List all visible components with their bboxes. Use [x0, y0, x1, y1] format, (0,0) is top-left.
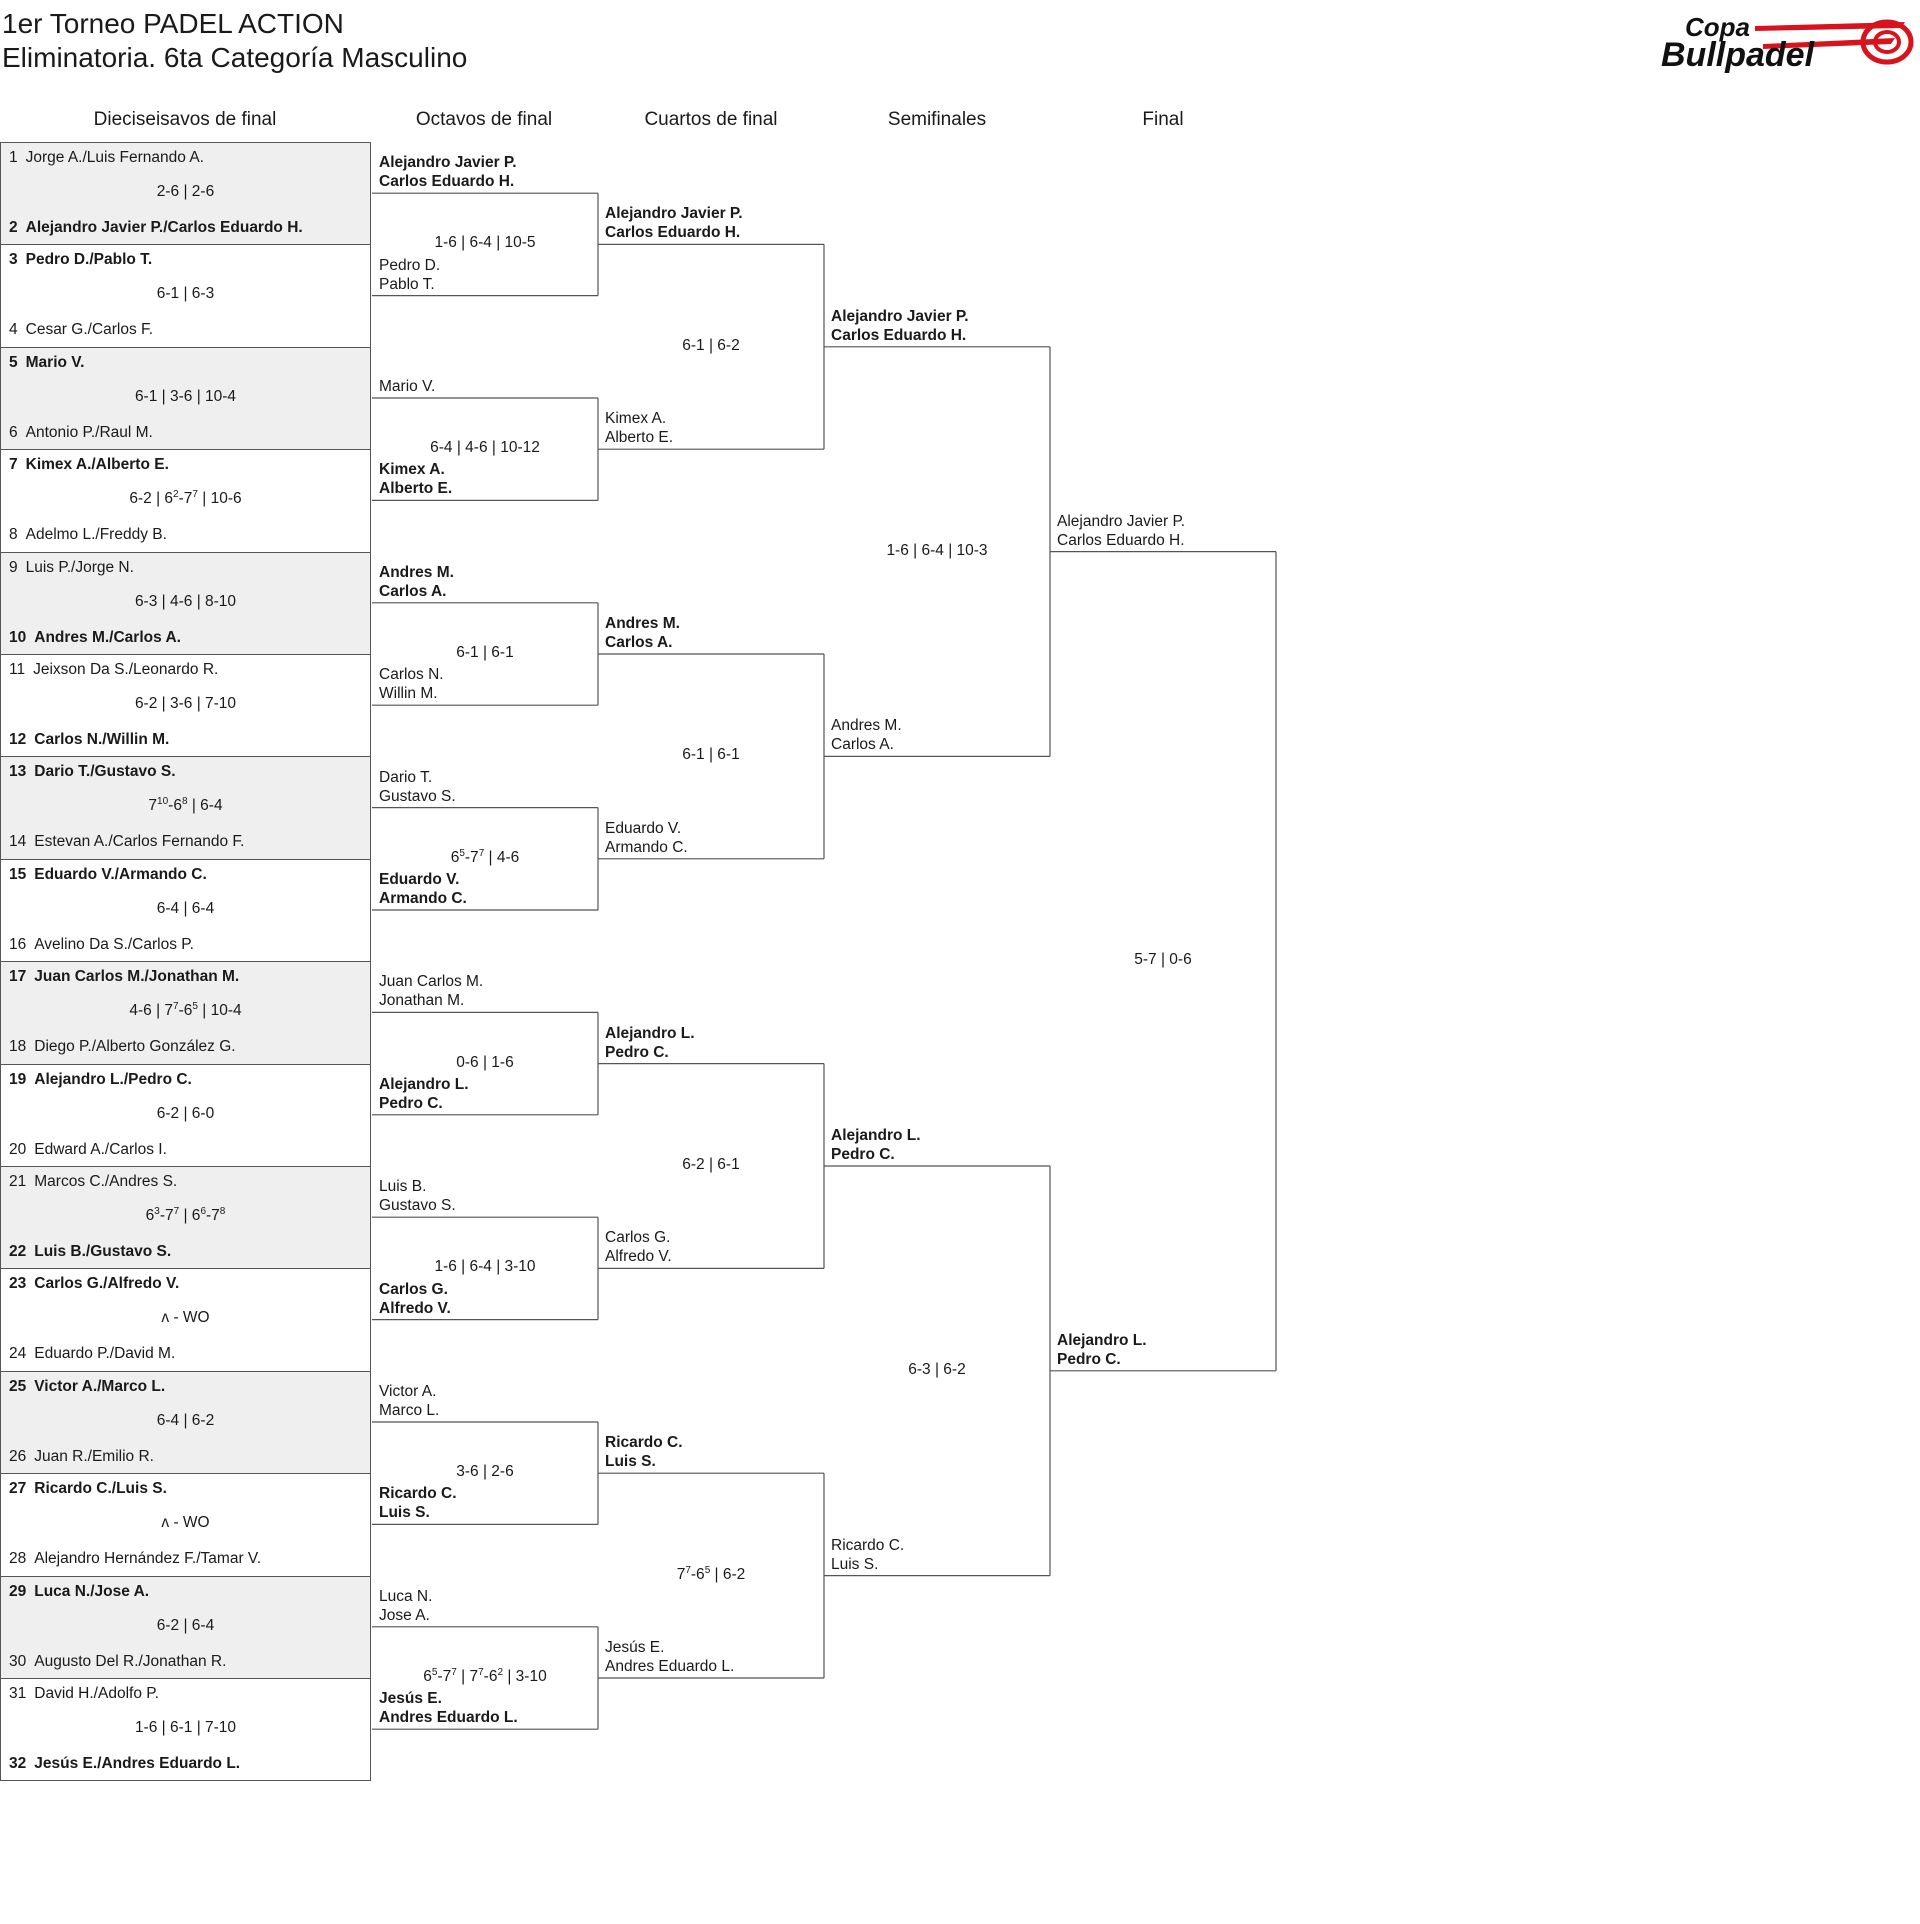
round-header: Cuartos de final [644, 109, 778, 130]
match-box [0, 1166, 371, 1269]
match-score: $6^3-7^7$ | $6^6-7^8$ [145, 1206, 226, 1224]
player-row [9, 968, 239, 986]
seed-number: 5 [9, 353, 18, 371]
seed-number: 3 [9, 251, 18, 269]
match-score: 5-7 | 0-6 [1134, 951, 1192, 969]
seed-number: 20 [9, 1140, 27, 1158]
seed-number: 28 [9, 1550, 27, 1568]
team-name: Andres M. [831, 717, 902, 735]
team-name: Carlos Eduardo H. [1057, 531, 1185, 549]
round-header: Semifinales [887, 109, 987, 130]
match-score: 6-2 | 6-4 [156, 1616, 215, 1634]
team-name: Alejandro L./Pedro C. [34, 1070, 192, 1088]
match-score: ʌ - WO [161, 1309, 210, 1327]
team-name: Carlos A. [831, 736, 894, 754]
team-name: Cesar G./Carlos F. [25, 321, 154, 339]
match-box [0, 859, 371, 962]
player-row [9, 1243, 171, 1261]
team-name: Victor A. [379, 1383, 437, 1400]
team-name: Augusto Del R./Jonathan R. [34, 1652, 227, 1670]
match-score: $6^5-7^7$ | $7^7-6^2$ | 3-10 [423, 1667, 547, 1685]
team-name: Alfredo V. [379, 1299, 451, 1317]
player-row [9, 1345, 175, 1363]
seed-number: 4 [9, 321, 18, 339]
team-name: Alejandro L. [831, 1127, 921, 1144]
team-name: Ricardo C. [605, 1434, 683, 1452]
match-box [0, 449, 371, 552]
seed-number: 25 [9, 1377, 27, 1395]
tournament-title: 1er Torneo PADEL ACTION [2, 8, 344, 39]
match-box [0, 961, 371, 1064]
seed-number: 18 [9, 1038, 27, 1056]
match-box [0, 1473, 371, 1576]
match-score: 1-6 | 6-1 | 7-10 [134, 1719, 237, 1736]
team-name: Luis B./Gustavo S. [34, 1243, 172, 1260]
team-name: Kimex A./Alberto E. [25, 456, 169, 474]
team-name: Carlos Eduardo H. [605, 224, 741, 242]
team-name: Victor A./Marco L. [34, 1377, 166, 1395]
seed-number: 27 [9, 1480, 27, 1498]
team-name: Diego P./Alberto González G. [34, 1038, 236, 1056]
team-name: Luca N. [379, 1587, 433, 1605]
seed-number: 14 [9, 833, 27, 851]
team-name: Jesús E./Andres Eduardo L. [34, 1755, 241, 1772]
team-name: Alejandro L. [1057, 1331, 1147, 1349]
seed-number: 13 [9, 763, 27, 781]
player-row [9, 833, 244, 851]
match-box [0, 654, 371, 757]
team-name: Luis B. [379, 1178, 427, 1196]
match-score: 1-6 | 6-4 | 10-3 [886, 541, 988, 559]
seed-number: 15 [9, 865, 27, 883]
team-name: Pedro C. [1057, 1350, 1121, 1368]
team-name: Carlos N. [379, 666, 444, 684]
seed-number: 11 [9, 661, 26, 678]
team-name: Luis P./Jorge N. [25, 558, 134, 576]
team-name: Alejandro Hernández F./Tamar V. [34, 1550, 262, 1568]
team-name: Gustavo S. [379, 1197, 456, 1215]
match-score: 6-2 | 6-0 [156, 1104, 215, 1122]
player-row [9, 559, 134, 577]
team-name: Juan Carlos M./Jonathan M. [34, 968, 240, 986]
seed-number: 19 [9, 1070, 27, 1088]
team-name: Alfredo V. [605, 1248, 672, 1266]
match-box [0, 756, 371, 859]
seed-number: 22 [9, 1243, 27, 1260]
team-name: Andres M./Carlos A. [34, 628, 181, 646]
team-name: Ricardo C. [831, 1536, 905, 1554]
match-box [0, 552, 371, 655]
team-name: Carlos A. [605, 634, 673, 651]
team-name: Alejandro Javier P. [379, 154, 517, 172]
tournament-subtitle: Eliminatoria. 6ta Categoría Masculino [2, 42, 468, 73]
team-name: Andres Eduardo L. [605, 1658, 735, 1675]
team-name: Pedro C. [831, 1146, 895, 1163]
match-box [0, 1576, 371, 1679]
player-row [9, 456, 169, 474]
team-name: Edward A./Carlos I. [34, 1140, 167, 1158]
team-name: Carlos G. [605, 1229, 671, 1247]
seed-number: 10 [9, 628, 27, 646]
seed-number: 32 [9, 1755, 27, 1772]
match-score: 1-6 | 6-4 | 10-5 [434, 234, 536, 252]
match-score: 6-2 | 3-6 | 7-10 [134, 695, 237, 712]
player-row [9, 321, 153, 339]
team-name: Pedro C. [379, 1094, 443, 1112]
team-name: Eduardo V./Armando C. [34, 865, 207, 883]
match-score: ʌ - WO [161, 1514, 210, 1532]
player-row [9, 1275, 179, 1293]
team-name: Alejandro Javier P. [605, 205, 743, 223]
team-name: Carlos G. [379, 1280, 448, 1298]
player-row [9, 1755, 240, 1773]
match-score: 6-4 | 4-6 | 10-12 [430, 439, 540, 457]
seed-number: 6 [9, 423, 18, 441]
match-score: 6-2 | $6^2-7^7$ | 10-6 [129, 489, 242, 508]
team-name: Eduardo P./David M. [34, 1345, 176, 1363]
match-score: $7^{10}-6^8$ | 6-4 [148, 796, 223, 815]
player-row [9, 526, 167, 544]
match-box [0, 244, 371, 347]
team-name: David H./Adolfo P. [34, 1685, 159, 1702]
seed-number: 7 [9, 456, 18, 474]
team-name: Dario T./Gustavo S. [34, 763, 176, 781]
seed-number: 30 [9, 1652, 27, 1670]
team-name: Jose A. [379, 1606, 430, 1624]
team-name: Eduardo V. [605, 819, 682, 837]
match-box [0, 142, 371, 245]
player-row [9, 149, 204, 167]
match-box [0, 1371, 371, 1474]
team-name: Luca N./Jose A. [34, 1582, 150, 1600]
team-name: Alejandro Javier P. [1057, 512, 1186, 530]
round-header: Dieciseisavos de final [93, 109, 277, 130]
team-name: Ricardo C. [379, 1485, 457, 1503]
match-score: 0-6 | 1-6 [456, 1053, 514, 1071]
team-name: Alberto E. [605, 429, 674, 447]
player-row [9, 1685, 159, 1703]
player-row [9, 1141, 167, 1159]
team-name: Carlos Eduardo H. [379, 173, 515, 191]
match-score: 4-6 | $7^7-6^5$ | 10-4 [129, 1001, 242, 1020]
team-name: Andres M. [605, 615, 680, 632]
team-name: Carlos N./Willin M. [34, 731, 170, 748]
match-score: 6-4 | 6-2 [156, 1411, 215, 1429]
team-name: Alejandro Javier P./Carlos Eduardo H. [25, 219, 303, 236]
player-row [9, 629, 181, 647]
team-name: Kimex A. [379, 461, 445, 479]
match-box [0, 1268, 371, 1371]
player-row [9, 1583, 149, 1601]
copa-bullpadel-logo [1655, 8, 1920, 74]
player-row [9, 1071, 192, 1089]
team-name: Pablo T. [379, 275, 435, 293]
round-header: Octavos de final [415, 109, 553, 130]
team-name: Carlos A. [379, 582, 447, 600]
team-name: Andres Eduardo L. [379, 1709, 518, 1727]
player-row [9, 1448, 154, 1466]
team-name: Jorge A./Luis Fernando A. [25, 149, 204, 166]
team-name: Alejandro L. [605, 1024, 695, 1042]
team-name: Andres M. [379, 563, 454, 581]
match-score: 6-3 | 4-6 | 8-10 [134, 592, 237, 610]
seed-number: 12 [9, 731, 27, 748]
seed-number: 2 [9, 219, 18, 236]
team-name: Jesús E. [605, 1639, 665, 1656]
seed-number: 31 [9, 1685, 27, 1702]
team-name: Luis S. [831, 1555, 879, 1573]
seed-number: 9 [9, 558, 18, 576]
team-name: Armando C. [605, 838, 688, 856]
match-score: 6-1 | 6-3 [156, 285, 215, 303]
team-name: Jesús E. [379, 1690, 442, 1708]
team-name: Estevan A./Carlos Fernando F. [34, 833, 245, 851]
team-name: Kimex A. [605, 410, 667, 428]
team-name: Carlos Eduardo H. [831, 326, 967, 344]
player-row [9, 1173, 177, 1191]
match-score: 6-1 | 6-2 [682, 336, 740, 354]
team-name: Jeixson Da S./Leonardo R. [33, 661, 219, 678]
player-row [9, 1038, 236, 1056]
team-name: Jonathan M. [379, 992, 465, 1010]
player-row [9, 661, 218, 679]
player-row [9, 763, 176, 781]
seed-number: 16 [9, 935, 27, 953]
team-name: Marcos C./Andres S. [34, 1173, 178, 1190]
team-name: Marco L. [379, 1402, 440, 1419]
match-box [0, 1678, 371, 1781]
match-score: 6-4 | 6-4 [156, 899, 215, 917]
match-box [0, 347, 371, 450]
match-score: 6-3 | 6-2 [908, 1360, 966, 1378]
team-name: Luis S. [379, 1504, 430, 1522]
player-row [9, 936, 194, 954]
team-name: Juan Carlos M. [379, 973, 484, 991]
logo-text-top: Copa [1685, 12, 1750, 42]
match-score: 1-6 | 6-4 | 3-10 [434, 1258, 536, 1276]
player-row [9, 424, 153, 442]
team-name: Alberto E. [379, 480, 453, 498]
team-name: Pedro C. [605, 1043, 669, 1061]
logo-text-bottom: Bullpadel [1661, 36, 1815, 74]
team-name: Juan R./Emilio R. [34, 1447, 154, 1465]
team-name: Gustavo S. [379, 787, 456, 805]
team-name: Luis S. [605, 1453, 656, 1471]
player-row [9, 1480, 167, 1498]
team-name: Willin M. [379, 685, 438, 703]
team-name: Antonio P./Raul M. [25, 423, 153, 441]
team-name: Carlos G./Alfredo V. [34, 1275, 180, 1293]
seed-number: 29 [9, 1582, 27, 1600]
match-score: $6^5-7^7$ | 4-6 [450, 847, 520, 866]
team-name: Armando C. [379, 890, 467, 907]
seed-number: 24 [9, 1345, 27, 1363]
team-name: Eduardo V. [379, 871, 460, 888]
seed-number: 1 [9, 149, 18, 166]
match-score: 2-6 | 2-6 [156, 183, 215, 200]
team-name: Adelmo L./Freddy B. [25, 526, 167, 544]
player-row [9, 354, 85, 372]
team-name: Alejandro Javier P. [831, 307, 969, 325]
team-name: Alejandro L. [379, 1075, 469, 1093]
match-score: 6-2 | 6-1 [682, 1156, 740, 1173]
player-row [9, 1653, 226, 1671]
match-score: 3-6 | 2-6 [456, 1463, 514, 1481]
player-row [9, 866, 207, 884]
match-score: 6-1 | 6-1 [456, 644, 514, 661]
seed-number: 17 [9, 968, 27, 986]
match-box [0, 1064, 371, 1167]
team-name: Mario V. [379, 378, 436, 395]
player-row [9, 1550, 261, 1568]
player-row [9, 251, 152, 269]
round-header: Final [1142, 109, 1184, 130]
match-score: $7^7-6^5$ | 6-2 [676, 1564, 746, 1583]
seed-number: 26 [9, 1447, 27, 1465]
player-row [9, 219, 303, 237]
seed-number: 21 [9, 1173, 27, 1190]
team-name: Pedro D. [379, 256, 441, 274]
seed-number: 8 [9, 526, 18, 544]
team-name: Pedro D./Pablo T. [25, 251, 153, 269]
player-row [9, 1378, 165, 1396]
team-name: Ricardo C./Luis S. [34, 1480, 167, 1498]
team-name: Avelino Da S./Carlos P. [34, 935, 194, 953]
match-score: 6-1 | 3-6 | 10-4 [134, 387, 237, 405]
team-name: Mario V. [25, 353, 85, 371]
match-score: 6-1 | 6-1 [682, 746, 740, 764]
team-name: Dario T. [379, 768, 433, 786]
seed-number: 23 [9, 1275, 27, 1293]
player-row [9, 731, 169, 749]
